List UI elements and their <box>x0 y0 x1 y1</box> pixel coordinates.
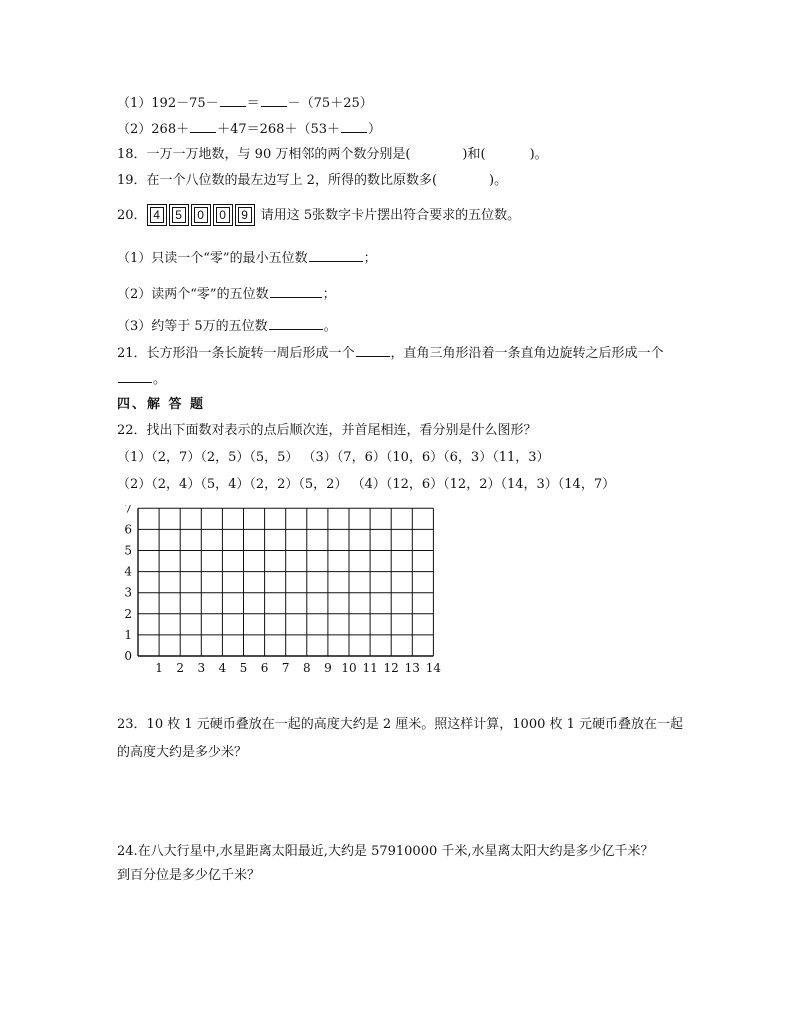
q20-part3-text: （3）约等于 5万的五位数 <box>117 319 268 334</box>
q17-part1-text-a: （1）192－75－ <box>117 96 219 111</box>
y-tick-label: 3 <box>124 585 132 600</box>
q21-blank-1[interactable] <box>356 343 390 357</box>
q17-part2-blank-1[interactable] <box>190 119 216 133</box>
x-tick-label: 9 <box>324 661 332 675</box>
q17-part1-text-c: －（75＋25） <box>287 96 373 111</box>
q21-text-c: 。 <box>153 372 167 387</box>
x-tick-label: 14 <box>425 661 442 675</box>
q22-pairs-row2: （2）（2，4）（5，4）（2，2）（5，2） （4）（12，6）（12，2）（14，3）（14，7） <box>117 477 616 492</box>
q17-part1 <box>117 93 373 113</box>
q17-part1-blank-1[interactable] <box>220 93 246 107</box>
q20-part3 <box>117 316 337 336</box>
x-tick-label: 10 <box>341 661 357 675</box>
digit-card-0-first: 0 <box>191 204 211 226</box>
q20-part3-end: 。 <box>323 319 337 334</box>
y-tick-label: 5 <box>124 543 132 558</box>
q20-part1-end: ； <box>363 251 377 266</box>
q20-part1-text: （1）只读一个“零”的最小五位数 <box>117 251 308 266</box>
q21-text-b: ，直角三角形沿着一条直角边旋转之后形成一个 <box>390 346 664 361</box>
q18-text-b: )和( <box>462 147 486 162</box>
q17-part1-text-b: ＝ <box>246 96 260 111</box>
section-heading: 四、解 答 题 <box>117 397 206 412</box>
x-tick-label: 7 <box>281 661 290 675</box>
q20-number: 20． <box>117 208 147 223</box>
q20-part2-blank[interactable] <box>270 284 322 298</box>
x-tick-label: 2 <box>176 661 185 675</box>
q19-text-b: )。 <box>489 173 508 188</box>
q22-pairs-row1: （1）（2，7）（2，5）（5，5） （3）（7，6）（10，6）（6，3）（11，3） <box>117 450 550 465</box>
q20-part1-blank[interactable] <box>309 248 363 262</box>
question-21 <box>117 343 664 363</box>
grid-svg[interactable] <box>116 505 446 675</box>
coordinate-grid[interactable] <box>116 505 446 675</box>
q18-text-a: 18．一万一万地数，与 90 万相邻的两个数分别是( <box>117 147 411 162</box>
q21-blank-2[interactable] <box>118 369 152 383</box>
q20-part2-end: ； <box>322 287 336 302</box>
question-20 <box>117 204 520 228</box>
digit-card-0-second: 0 <box>213 204 233 226</box>
x-tick-label: 6 <box>260 661 269 675</box>
x-tick-label: 3 <box>197 661 206 675</box>
q20-part3-blank[interactable] <box>269 316 323 330</box>
question-23-line2: 的高度大约是多少米？ <box>117 745 248 760</box>
q17-part2-text-b: ＋47＝268＋（53＋ <box>217 122 340 137</box>
question-19 <box>117 172 507 190</box>
y-tick-label: 2 <box>124 606 132 621</box>
question-22: 22．找出下面数对表示的点后顺次连，并首尾相连，看分别是什么图形？ <box>117 423 537 438</box>
x-tick-label: 4 <box>218 661 227 675</box>
q17-part1-blank-2[interactable] <box>261 93 287 107</box>
q20-part1 <box>117 248 377 268</box>
q17-part2-text-c: ） <box>368 122 382 137</box>
question-21-cont <box>117 369 166 389</box>
q17-part2 <box>117 119 381 139</box>
x-tick-label: 1 <box>155 661 163 675</box>
question-24-line1: 24.在八大行星中,水星距离太阳最近,大约是 57910000 千米,水星离太阳大约是多少亿千米？ <box>117 844 654 859</box>
question-18 <box>117 146 548 164</box>
y-tick-label: 7 <box>124 505 132 516</box>
question-24-line2: 到百分位是多少亿千米？ <box>117 868 261 883</box>
q20-instruction: 请用这 5张数字卡片摆出符合要求的五位数。 <box>260 208 521 223</box>
q21-text-a: 21．长方形沿一条长旋转一周后形成一个 <box>117 346 355 361</box>
q17-part2-blank-2[interactable] <box>341 119 367 133</box>
q19-text-a: 19．在一个八位数的最左边写上 2，所得的数比原数多( <box>117 173 438 188</box>
q18-text-c: )。 <box>529 147 548 162</box>
y-tick-label: 4 <box>124 564 132 579</box>
x-tick-label: 13 <box>404 661 420 675</box>
question-23-line1: 23．10 枚 1 元硬币叠放在一起的高度大约是 2 厘米。照这样计算，1000 枚 1 元硬币叠放在一起 <box>117 717 684 732</box>
y-tick-label: 0 <box>124 649 132 663</box>
q20-part2-text: （2）读两个“零”的五位数 <box>117 287 269 302</box>
digit-card-4: 4 <box>147 204 167 226</box>
x-tick-label: 8 <box>302 661 311 675</box>
x-tick-label: 11 <box>362 661 378 675</box>
x-tick-label: 12 <box>383 661 399 675</box>
q20-part2 <box>117 284 336 304</box>
digit-card-9: 9 <box>235 204 255 226</box>
q17-part2-text-a: （2）268＋ <box>117 122 190 137</box>
x-tick-label: 5 <box>239 661 248 675</box>
digit-card-5: 5 <box>169 204 189 226</box>
y-tick-label: 1 <box>124 627 132 642</box>
y-tick-label: 6 <box>124 522 132 537</box>
